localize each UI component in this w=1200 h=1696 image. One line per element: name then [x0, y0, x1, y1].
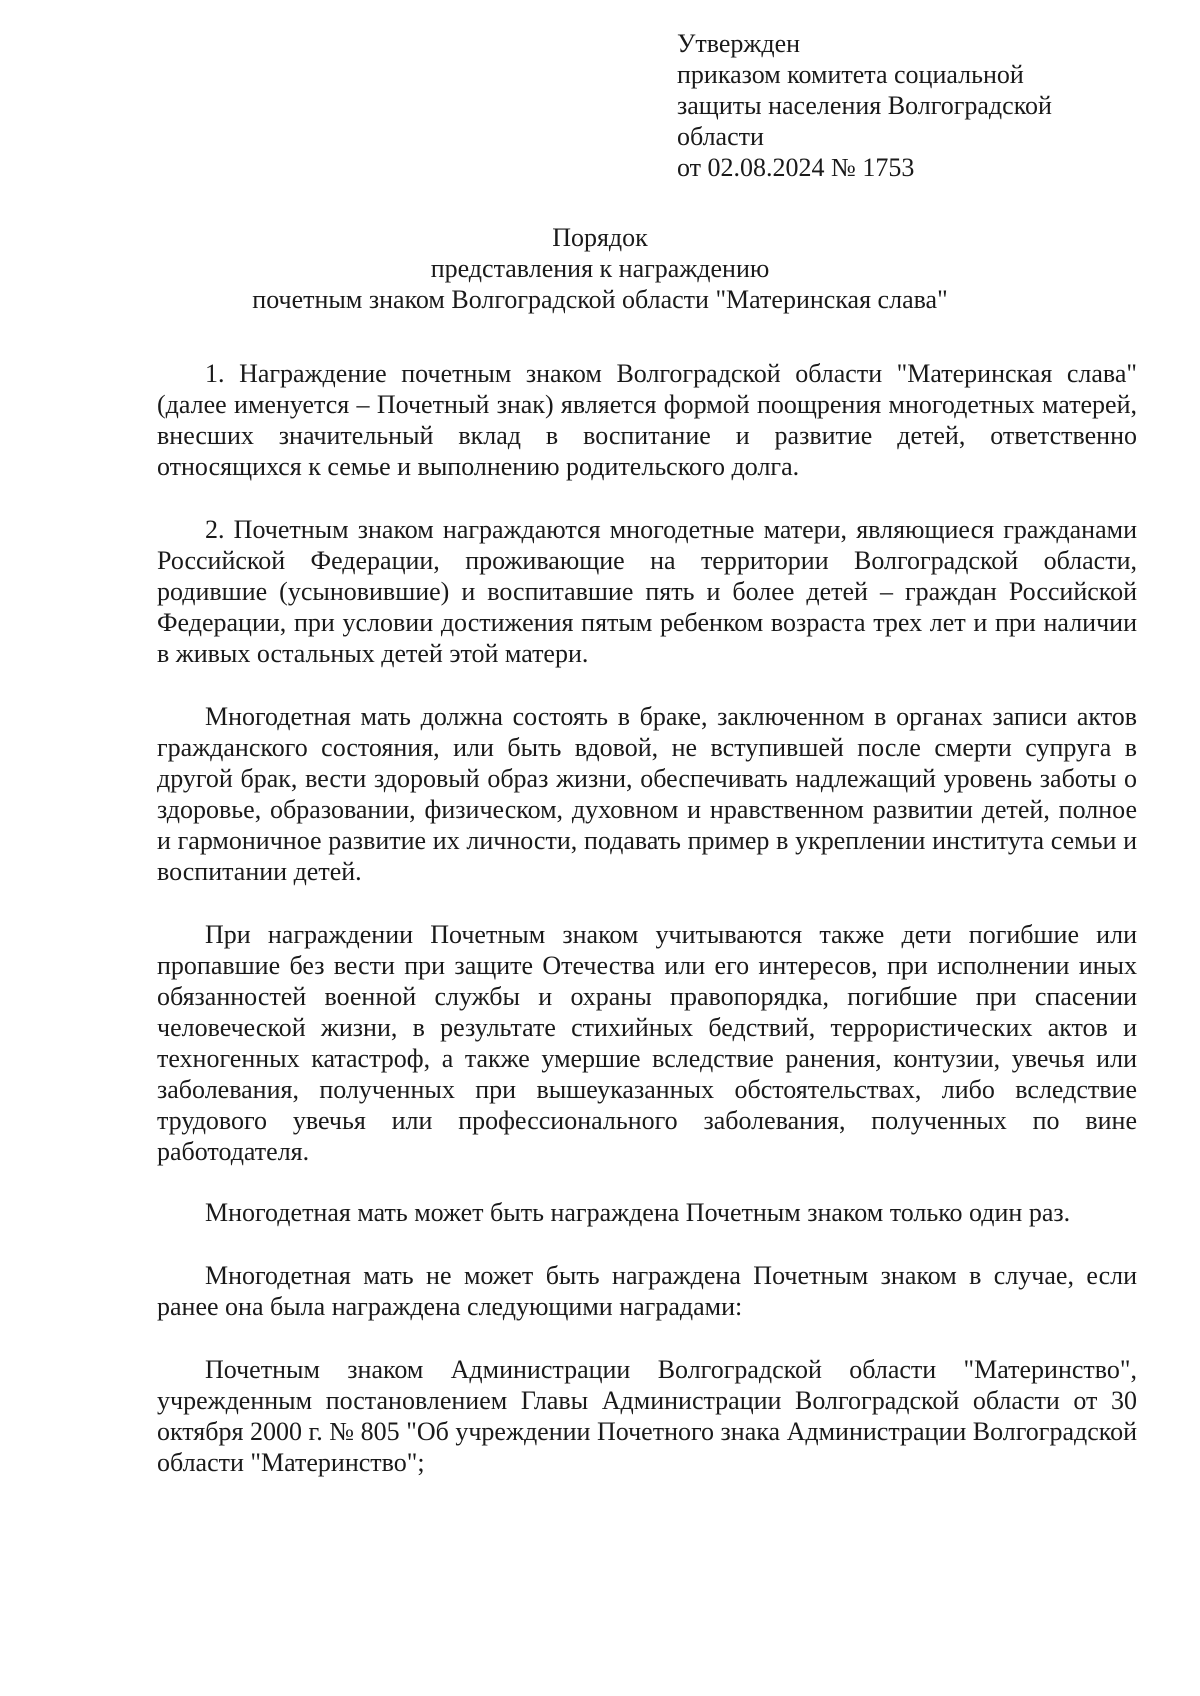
paragraph-5: Многодетная мать может быть награждена Почетным знаком только один раз.: [205, 1198, 1071, 1227]
approval-line-approved: Утвержден: [677, 29, 801, 58]
paragraph-2: 2. Почетным знаком награждаются многодетные матери, являющиеся гражданами Российской Федерации, проживающие на территории Волгоградской области, родившие (усыновившие) и воспитавшие пять и более детей – граждан Российской Федерации, при условии достижения пятым ребенком возраста трех лет и при наличии в живых остальных детей этой матери.: [157, 515, 1137, 668]
paragraph-6: Многодетная мать не может быть награждена Почетным знаком в случае, если ранее она была награждена следующими наградами:: [157, 1261, 1137, 1321]
approval-line-date-number: от 02.08.2024 № 1753: [677, 153, 915, 182]
approval-line-region: области: [677, 122, 764, 151]
title-line-1: Порядок: [552, 223, 648, 252]
paragraph-4: При награждении Почетным знаком учитываются также дети погибшие или пропавшие без вести при защите Отечества или его интересов, при исполнении иных обязанностей военной службы и охраны правопорядка, погибшие при спасении человеческой жизни, в результате стихийных бедствий, террористических актов и техногенных катастроф, а также умершие вследствие ранения, контузии, увечья или заболевания, полученных при вышеуказанных обстоятельствах, либо вследствие трудового увечья или профессионального заболевания, полученных по вине работодателя.: [157, 920, 1137, 1166]
paragraph-1: 1. Награждение почетным знаком Волгоградской области "Материнская слава" (далее именуется – Почетный знак) является формой поощрения многодетных матерей, внесших значительный вклад в воспитание и развитие детей, ответственно относящихся к семье и выполнению родительского долга.: [157, 359, 1137, 481]
approval-block: [677, 28, 1137, 183]
approval-line-order: приказом комитета социальной: [677, 60, 1024, 89]
title-line-2: представления к награждению: [430, 254, 770, 283]
paragraph-3: Многодетная мать должна состоять в браке, заключенном в органах записи актов гражданского состояния, или быть вдовой, не вступившей после смерти супруга в другой брак, вести здоровый образ жизни, обеспечивать надлежащий уровень заботы о здоровье, образовании, физическом, духовном и нравственном развитии детей, полное и гармоничное развитие их личности, подавать пример в укреплении института семьи и воспитании детей.: [157, 702, 1137, 886]
document-body: [157, 358, 1137, 1478]
document-title: [140, 222, 1060, 315]
paragraph-7: Почетным знаком Администрации Волгоградской области "Материнство", учрежденным постановлением Главы Администрации Волгоградской области от 30 октября 2000 г. № 805 "Об учреждении Почетного знака Администрации Волгоградской области "Материнство";: [157, 1355, 1137, 1477]
approval-line-committee: защиты населения Волгоградской: [677, 91, 1052, 120]
title-line-3: почетным знаком Волгоградской области "Материнская слава": [252, 285, 948, 314]
